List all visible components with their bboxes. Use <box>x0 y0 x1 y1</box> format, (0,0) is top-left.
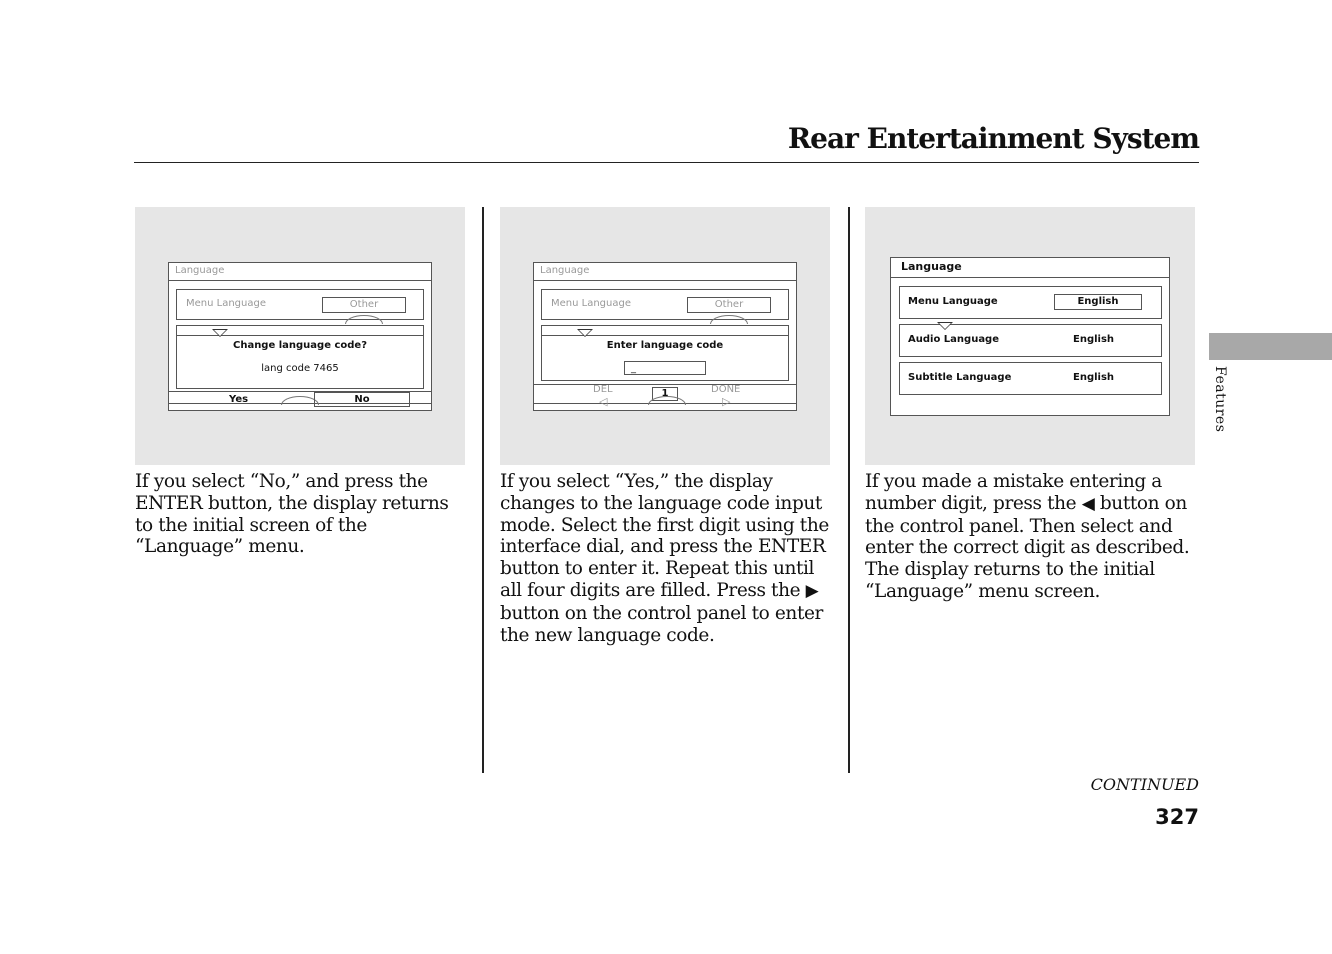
paragraph-2-text-a: If you select “Yes,” the display changes to the language code input mode. Select the first digit using the interface dial, and press the ENTER button to enter it. Repeat this until all four digits are filled. Press the <box>500 471 829 601</box>
column-divider <box>848 207 850 773</box>
section-tab <box>1209 333 1332 360</box>
divider <box>534 384 796 385</box>
page-number: 327 <box>1155 805 1199 829</box>
paragraph-2 <box>500 471 832 646</box>
row-value: English <box>1073 334 1115 345</box>
row-label: Menu Language <box>186 298 266 309</box>
yes-option: Yes <box>229 394 249 405</box>
paragraph-3-text-b: button on the control panel. Then select and enter the correct digit as described. The display returns to the initial “Language” menu screen. <box>865 492 1190 602</box>
divider <box>534 280 796 281</box>
screen-language-dialog <box>168 262 432 411</box>
left-button-icon: ◀ <box>1081 493 1095 514</box>
paragraph-3-text-a: If you made a mistake entering a number digit, press the <box>865 471 1162 514</box>
pointer-down-icon <box>577 329 593 337</box>
pointer-down-icon <box>937 322 953 330</box>
left-arrow-icon: ◁ <box>599 395 608 408</box>
row-value: Other <box>687 297 771 313</box>
subtitle-language-row <box>899 362 1162 395</box>
dial-arc <box>648 396 686 405</box>
screen-title: Language <box>901 260 962 273</box>
code-input: _ <box>624 361 706 375</box>
done-label: DONE <box>711 384 741 395</box>
digit-box: 1 <box>652 387 678 401</box>
menu-language-row <box>176 289 424 320</box>
column-divider <box>482 207 484 773</box>
row-value: Other <box>322 297 406 313</box>
dialog-code: lang code 7465 <box>261 363 339 374</box>
right-arrow-icon: ▷ <box>722 395 731 408</box>
divider <box>891 277 1169 278</box>
divider <box>169 280 431 281</box>
row-label: Subtitle Language <box>908 372 1012 383</box>
dialog-question: Change language code? <box>232 340 368 351</box>
pointer-down-icon <box>212 329 228 337</box>
screen-enter-code <box>533 262 797 411</box>
row-value: English <box>1073 372 1115 383</box>
illustration-panel-1 <box>135 207 465 465</box>
title-rule <box>134 162 1199 163</box>
no-option-selected: No <box>314 392 410 407</box>
menu-language-row <box>541 289 789 320</box>
paragraph-3 <box>865 471 1197 603</box>
screen-language-menu <box>890 257 1170 416</box>
menu-language-row <box>899 286 1162 319</box>
continued-label: CONTINUED <box>1090 775 1199 794</box>
screen-title: Language <box>540 265 590 276</box>
code-prompt: Enter language code <box>606 340 724 351</box>
illustration-panel-2 <box>500 207 830 465</box>
row-label: Audio Language <box>908 334 1000 345</box>
right-button-icon: ▶ <box>805 580 819 601</box>
section-tab-label: Features <box>1212 366 1228 433</box>
paragraph-1: If you select “No,” and press the ENTER button, the display returns to the initial screen of the “Language” menu. <box>135 471 449 558</box>
row-value-selected: English <box>1054 294 1142 310</box>
screen-title: Language <box>175 265 225 276</box>
illustration-panel-3 <box>865 207 1195 465</box>
del-label: DEL <box>593 384 613 395</box>
paragraph-2-text-b: button on the control panel to enter the new language code. <box>500 602 823 646</box>
row-label: Menu Language <box>908 296 998 307</box>
row-label: Menu Language <box>551 298 631 309</box>
page-title: Rear Entertainment System <box>787 122 1199 155</box>
